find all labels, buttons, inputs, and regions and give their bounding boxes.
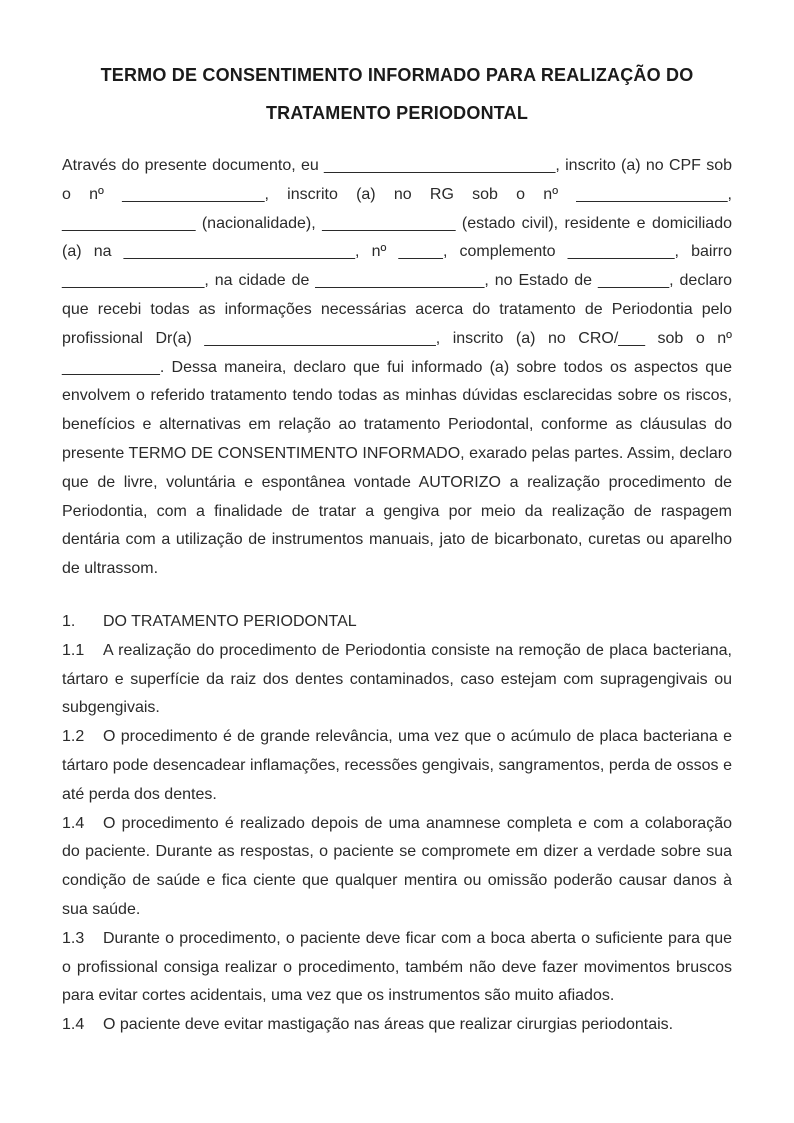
clause-item xyxy=(62,637,732,723)
clause-number: 1.2 xyxy=(62,728,85,746)
clause-item xyxy=(62,1011,732,1040)
clause-number: 1.4 xyxy=(62,1016,85,1034)
clause-number: 1.3 xyxy=(62,929,85,947)
clause-number: 1. xyxy=(62,612,76,630)
clause-item xyxy=(62,723,732,809)
clauses-section xyxy=(62,608,732,1040)
clause-text: A realização do procedimento de Periodontia consiste na remoção de placa bacteriana, tártaro e superfície da raiz dos dentes contaminados, caso estejam com supragengivais ou subgengivais. xyxy=(62,641,732,717)
clause-number: 1.4 xyxy=(62,814,85,832)
clause-text: O procedimento é de grande relevância, uma vez que o acúmulo de placa bacteriana e tártaro pode desencadear inflamações, recessões gengivais, sangramentos, perda de ossos e até perda dos dentes. xyxy=(62,728,732,803)
page-title: TERMO DE CONSENTIMENTO INFORMADO PARA REALIZAÇÃO DO TRATAMENTO PERIODONTAL xyxy=(100,65,694,123)
clause-text: O paciente deve evitar mastigação nas áreas que realizar cirurgias periodontais. xyxy=(103,1016,674,1034)
clause-text: Durante o procedimento, o paciente deve ficar com a boca aberta o suficiente para que o profissional consiga realizar o procedimento, também não deve fazer movimentos bruscos para evitar cortes acidentais, uma vez que os instrumentos são muito afiados. xyxy=(62,929,732,1005)
clause-text: DO TRATAMENTO PERIODONTAL xyxy=(103,612,357,630)
clause-heading xyxy=(62,608,732,637)
clause-text: O procedimento é realizado depois de uma anamnese completa e com a colaboração do paciente. Durante as respostas, o paciente se compromete em dizer a verdade sobre sua condição de saúde e fica ciente que qualquer mentira ou omissão poderão causar danos à sua saúde. xyxy=(62,814,732,918)
clause-item xyxy=(62,925,732,1011)
intro-paragraph: Através do presente documento, eu __________________________, inscrito (a) no CPF sob o nº ________________, inscrito (a) no RG sob o nº _________________, _______________ (nacionalidade), _______________ (estado civil), residente e domiciliado (a) na __________________________, nº _____, complemento ____________, bairro ________________, na cidade de ___________________, no Estado de ________, declaro que recebi todas as informações necessárias acerca do tratamento de Periodontia pelo profissional Dr(a) __________________________, inscrito (a) no CRO/___ sob o nº ___________. Dessa maneira, declaro que fui informado (a) sobre todos os aspectos que envolvem o referido tratamento tendo todas as minhas dúvidas esclarecidas sobre os riscos, benefícios e alternativas em relação ao tratamento Periodontal, conforme as cláusulas do presente TERMO DE CONSENTIMENTO INFORMADO, exarado pelas partes. Assim, declaro que de livre, voluntária e espontânea vontade AUTORIZO a realização procedimento de Periodontia, com a finalidade de tratar a gengiva por meio da realização de raspagem dentária com a utilização de instrumentos manuais, jato de bicarbonato, curetas ou aparelho de ultrassom. xyxy=(62,157,732,578)
clause-number: 1.1 xyxy=(62,641,85,659)
clause-item xyxy=(62,810,732,925)
